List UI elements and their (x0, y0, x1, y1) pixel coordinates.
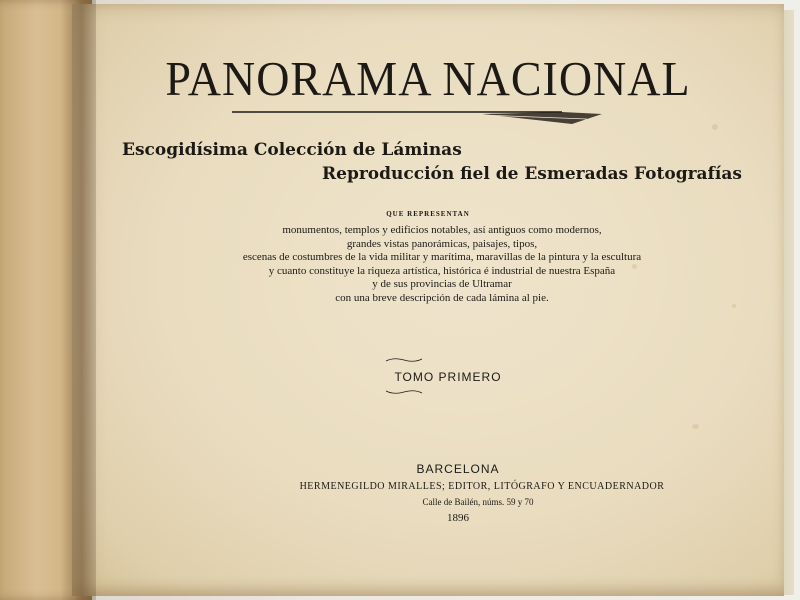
description-line: y de sus provincias de Ultramar (372, 278, 512, 290)
title-page (72, 4, 784, 596)
flourish-ornament (384, 356, 424, 364)
spine-shadow (60, 0, 96, 600)
description-block (192, 224, 692, 305)
flourish-ornament (384, 388, 424, 396)
subtitle-line-2: Reproducción fiel de Esmeradas Fotografías (322, 164, 742, 184)
description-line: monumentos, templos y edificios notables, así antiguos como modernos, (282, 224, 602, 236)
description-line: grandes vistas panorámicas, paisajes, tipos, (346, 237, 538, 250)
foxing-spot (732, 304, 736, 308)
subtitle-line-1: Escogidísima Colección de Láminas (122, 140, 462, 160)
publisher-line: HERMENEGILDO MIRALLES; EDITOR, LITÓGRAFO Y ENCUADERNADOR (299, 481, 665, 492)
represent-heading: QUE REPRESENTAN (386, 210, 470, 218)
description-line: y cuanto constituye la riqueza artística, histórica é industrial de nuestra España (268, 264, 616, 277)
foxing-spot (712, 124, 718, 130)
foxing-spot (692, 424, 699, 429)
publisher-address: Calle de Bailén, núms. 59 y 70 (422, 497, 534, 507)
book-title: PANORAMA NACIONAL (165, 51, 691, 106)
publication-year: 1896 (447, 512, 469, 524)
description-line: escenas de costumbres de la vida militar y marítima, maravillas de la pintura y la escultura (242, 251, 642, 263)
publication-city: BARCELONA (416, 462, 500, 476)
volume-label: TOMO PRIMERO (394, 370, 502, 384)
description-line: con una breve descripción de cada lámina al pie. (335, 291, 549, 304)
title-underline-ornament (232, 106, 602, 128)
